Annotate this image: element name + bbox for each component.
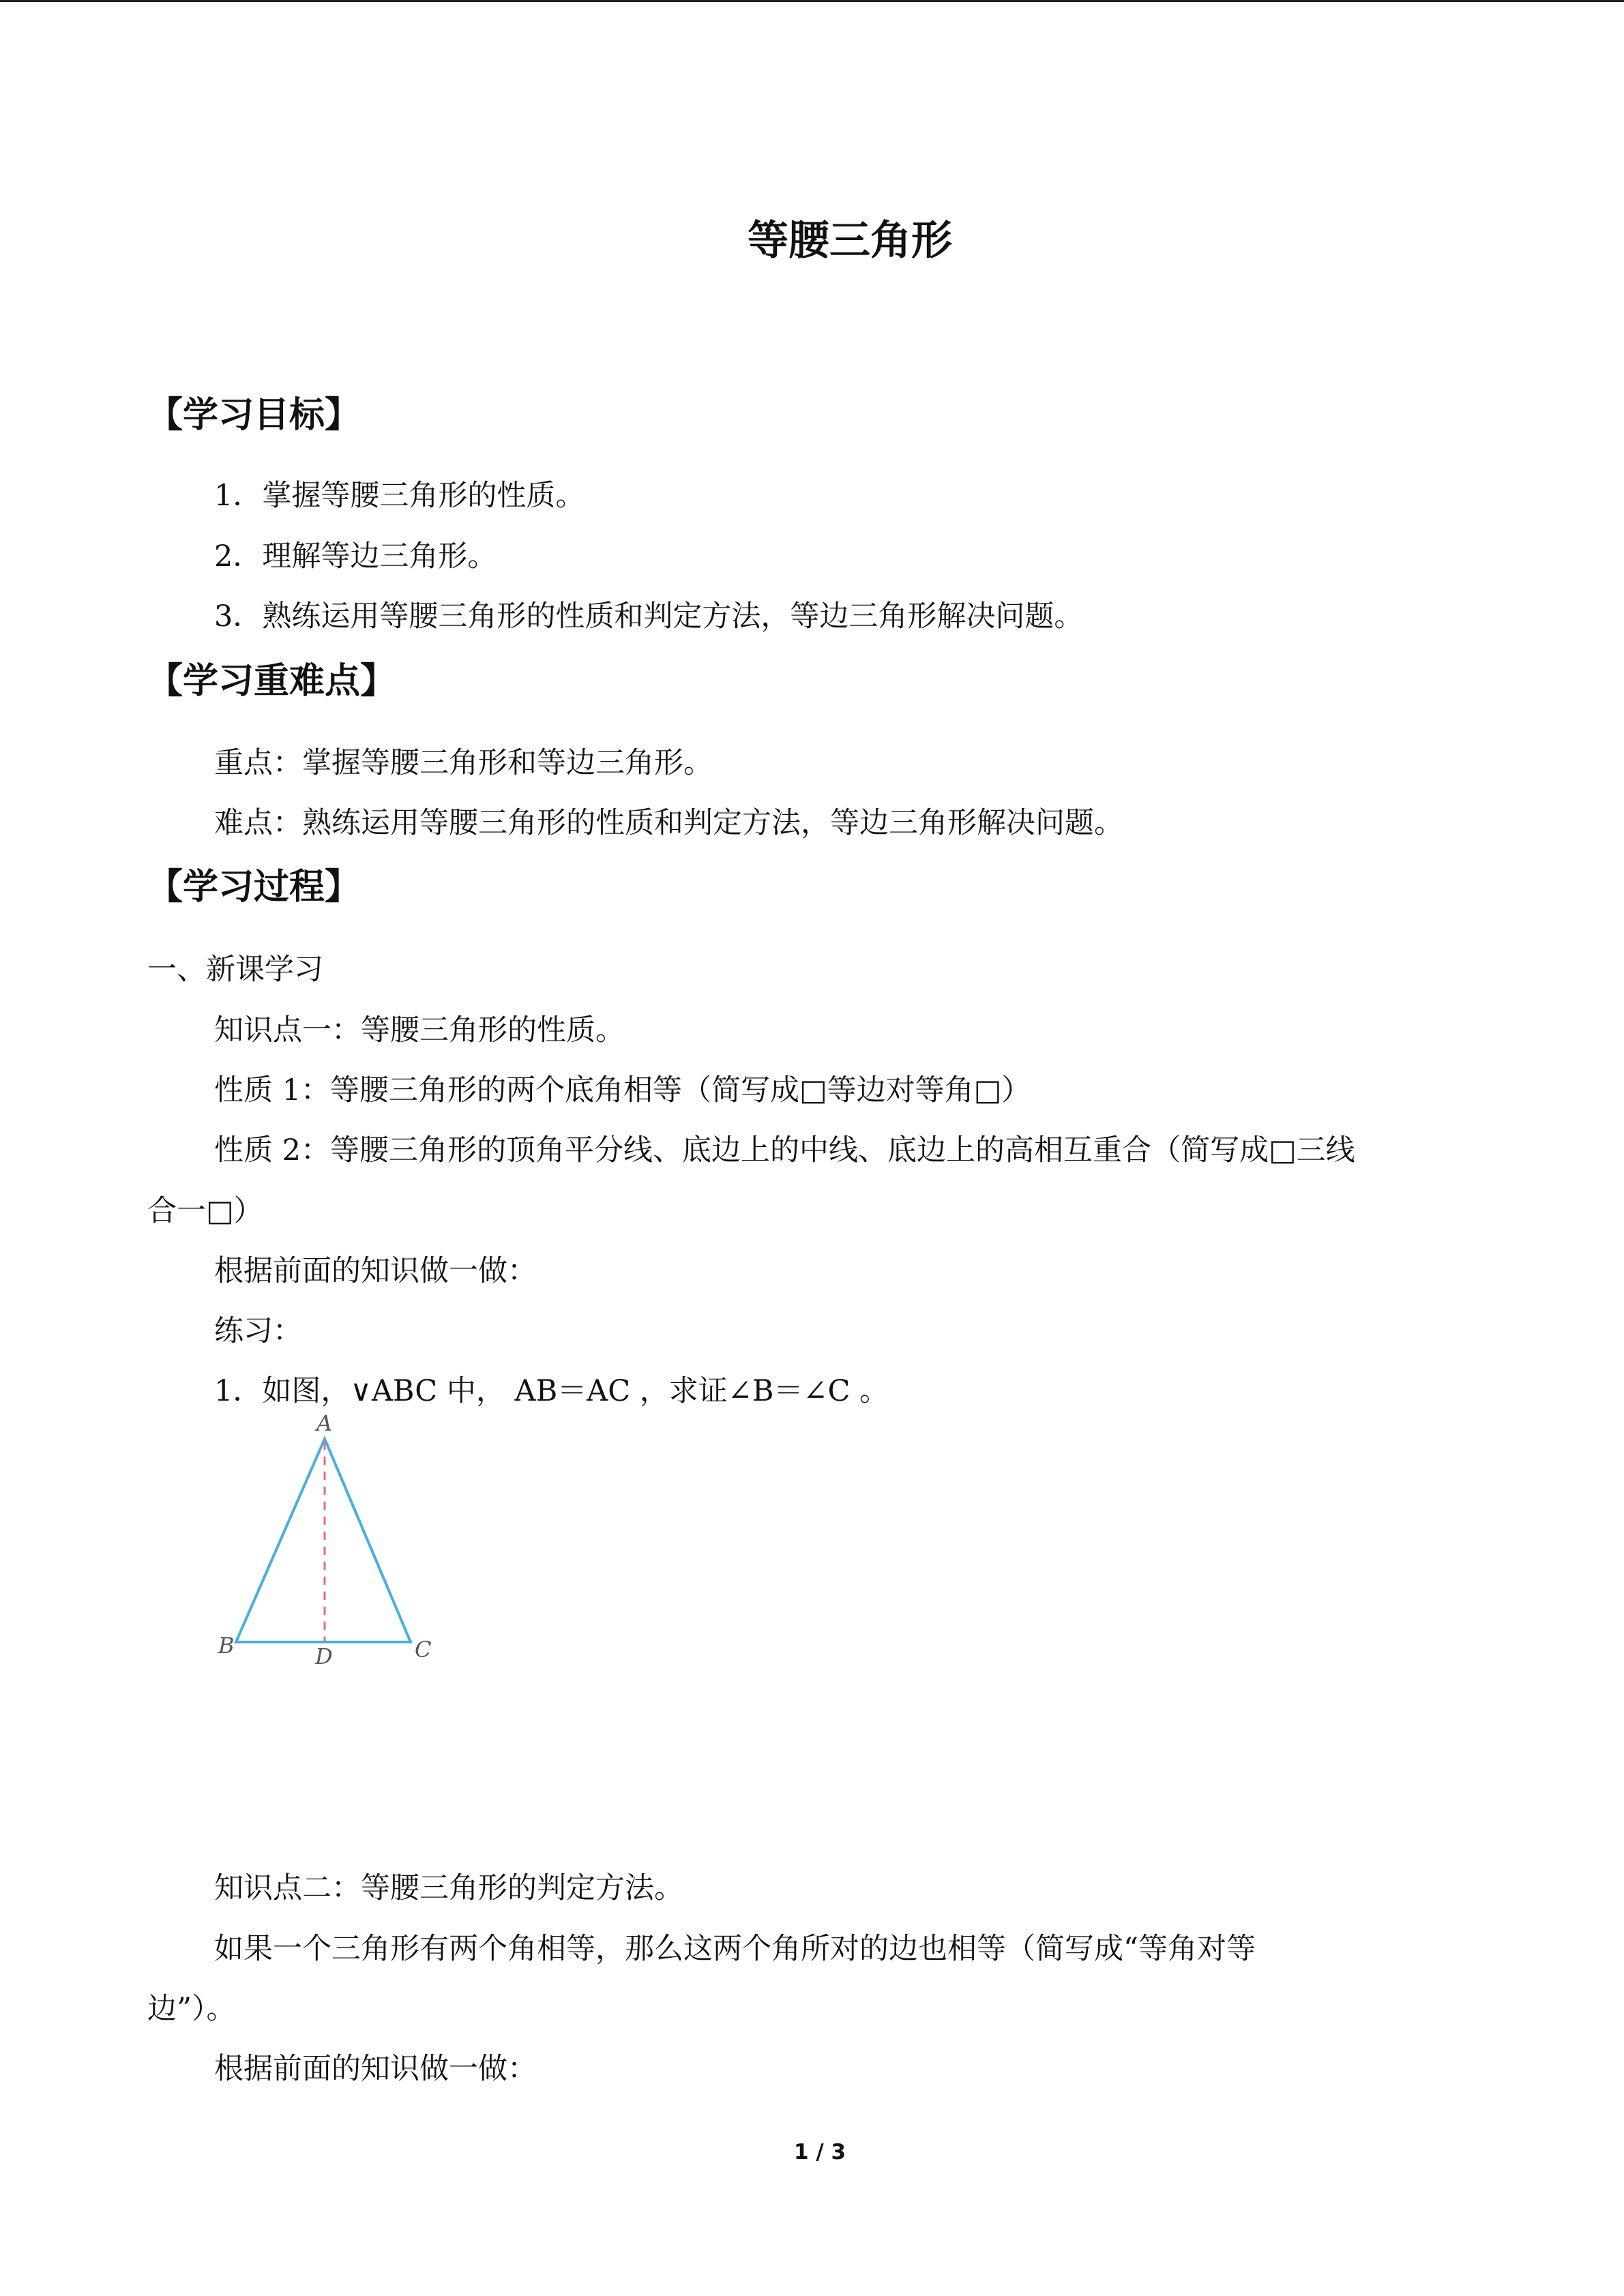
theorem-line2: 边”）。 xyxy=(147,1992,236,2026)
objective-item: 1．掌握等腰三角形的性质。 xyxy=(214,479,585,513)
practice-label: 练习： xyxy=(214,1314,302,1348)
knowledge-point-2: 知识点二：等腰三角形的判定方法。 xyxy=(214,1871,683,1905)
do-it-prompt: 根据前面的知识做一做： xyxy=(214,1254,537,1288)
objective-item: 3．熟练运用等腰三角形的性质和判定方法，等边三角形解决问题。 xyxy=(214,599,1084,633)
key-point-item: 重点：掌握等腰三角形和等边三角形。 xyxy=(214,746,713,780)
triangle-figure xyxy=(205,1410,477,1676)
label-c: C xyxy=(415,1637,432,1663)
heading-process: 【学习过程】 xyxy=(147,867,361,908)
key-point-item: 难点：熟练运用等腰三角形的性质和判定方法，等边三角形解决问题。 xyxy=(214,806,1123,840)
do-it-prompt-2: 根据前面的知识做一做： xyxy=(214,2052,537,2086)
page-title: 等腰三角形 xyxy=(748,217,952,265)
property-2-line2: 合一□） xyxy=(147,1194,263,1228)
page-number: 1 / 3 xyxy=(794,2140,846,2164)
property-1: 性质 1：等腰三角形的两个底角相等（简写成□等边对等角□） xyxy=(214,1073,1031,1107)
heading-objectives: 【学习目标】 xyxy=(147,395,361,436)
property-2-line1: 性质 2：等腰三角形的顶角平分线、底边上的中线、底边上的高相互重合（简写成□三线 xyxy=(214,1133,1355,1167)
triangle-abc xyxy=(236,1439,411,1642)
label-d: D xyxy=(315,1643,333,1669)
heading-key-points: 【学习重难点】 xyxy=(147,661,396,702)
exercise-1: 1．如图，∨ABC 中， AB＝AC ，求证∠B＝∠C 。 xyxy=(214,1374,889,1408)
label-a: A xyxy=(316,1410,333,1436)
theorem-line1: 如果一个三角形有两个角相等，那么这两个角所对的边也相等（简写成“等角对等 xyxy=(214,1932,1256,1966)
part1-label: 一、新课学习 xyxy=(147,953,323,987)
objective-item: 2．理解等边三角形。 xyxy=(214,539,497,573)
label-b: B xyxy=(218,1632,235,1658)
knowledge-point-1: 知识点一：等腰三角形的性质。 xyxy=(214,1013,625,1047)
